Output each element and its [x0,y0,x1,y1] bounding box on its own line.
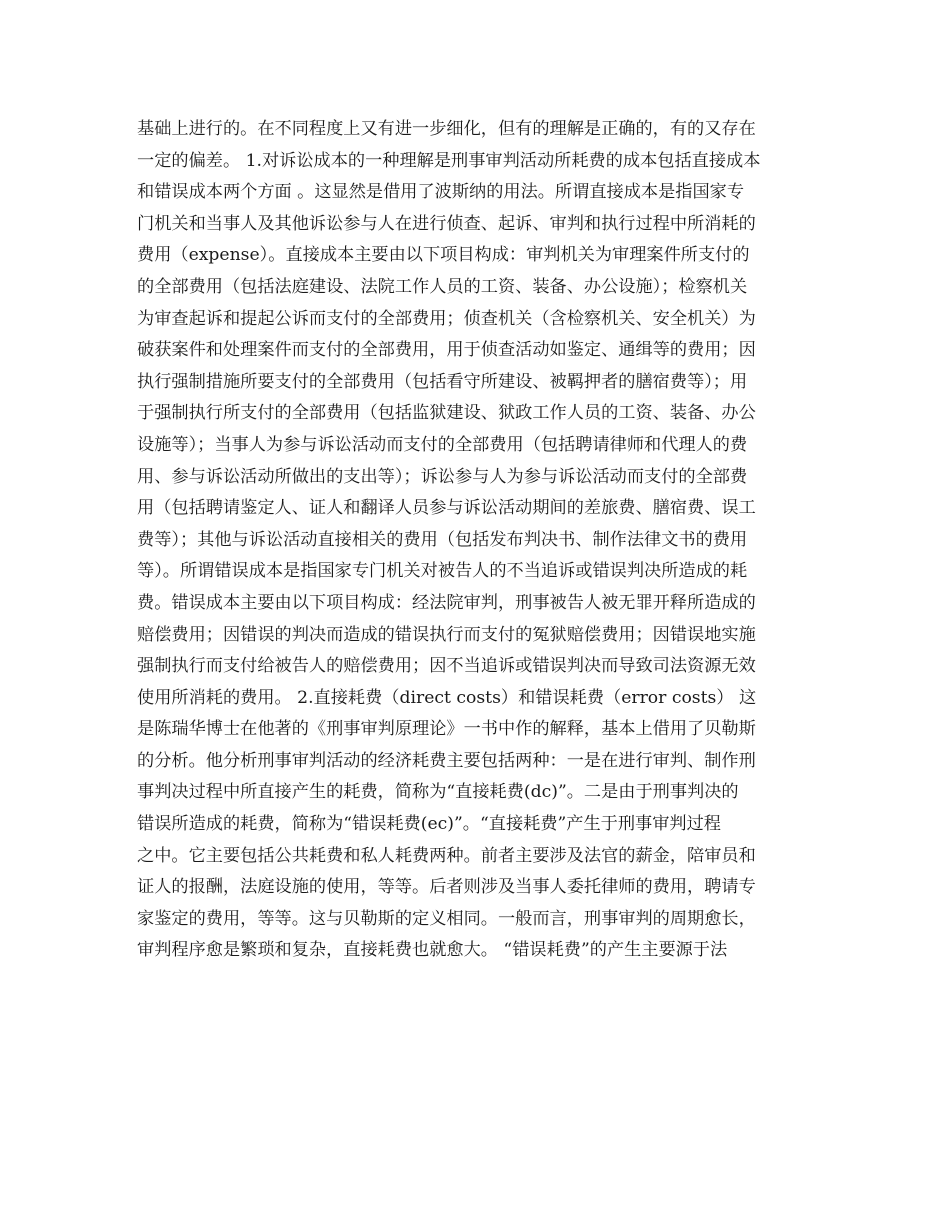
text-line: 门机关和当事人及其他诉讼参与人在进行侦查、起诉、审判和执行过程中所消耗的 [137,213,756,234]
text-line: 于强制执行所支付的全部费用（包括监狱建设、狱政工作人员的工资、装备、办公 [137,403,756,424]
text-line: 使用所消耗的费用。 2.直接耗费（direct costs）和错误耗费（error costs） 这 [137,687,757,708]
text-line: 基础上进行的。在不同程度上又有进一步细化，但有的理解是正确的，有的又存在 [137,119,756,139]
text-line: 用（包括聘请鉴定人、证人和翻译人员参与诉讼活动期间的差旅费、膳宿费、误工 [137,498,756,519]
text-line: 执行强制措施所要支付的全部费用（包括看守所建设、被羁押者的膳宿费等）；用 [137,371,748,392]
text-line: 是陈瑞华博士在他著的《刑事审判原理论》一书中作的解释，基本上借用了贝勒斯 [137,719,756,740]
text-line: 错误所造成的耗费，简称为“错误耗费(ec)”。“直接耗费”产生于刑事审判过程 [137,814,721,835]
text-line: 费。错误成本主要由以下项目构成：经法院审判，刑事被告人被无罪开释所造成的 [137,592,756,613]
text-line: 证人的报酬，法庭设施的使用，等等。后者则涉及当事人委托律师的费用，聘请专 [137,877,756,898]
text-line: 破获案件和处理案件而支付的全部费用，用于侦查活动如鉴定、通缉等的费用；因 [137,340,756,361]
text-line: 和错误成本两个方面 。这显然是借用了波斯纳的用法。所谓直接成本是指国家专 [137,182,745,203]
text-line: 家鉴定的费用，等等。这与贝勒斯的定义相同。一般而言，刑事审判的周期愈长， [137,908,756,929]
text-line: 审判程序愈是繁琐和复杂，直接耗费也就愈大。 “错误耗费”的产生主要源于法 [137,940,728,961]
text-line: 为审查起诉和提起公诉而支付的全部费用；侦查机关（含检察机关、安全机关）为 [137,308,756,329]
text-line: 强制执行而支付给被告人的赔偿费用；因不当追诉或错误判决而导致司法资源无效 [137,656,756,677]
text-line: 设施等）；当事人为参与诉讼活动而支付的全部费用（包括聘请律师和代理人的费 [137,434,748,455]
text-line: 的分析。他分析刑事审判活动的经济耗费主要包括两种：一是在进行审判、制作刑 [137,750,756,771]
body-text [137,114,813,967]
text-line: 事判决过程中所直接产生的耗费，简称为“直接耗费(dc)”。二是由于刑事判决的 [137,782,739,803]
text-line: 的全部费用（包括法庭建设、法院工作人员的工资、装备、办公设施）；检察机关 [137,276,748,297]
text-line: 用、参与诉讼活动所做出的支出等）；诉讼参与人为参与诉讼活动而支付的全部费 [137,466,748,487]
text-line: 之中。它主要包括公共耗费和私人耗费两种。前者主要涉及法官的薪金，陪审员和 [137,845,756,866]
text-line: 费用（expense）。直接成本主要由以下项目构成：审判机关为审理案件所支付的 [137,245,750,266]
text-line: 费等）；其他与诉讼活动直接相关的费用（包括发布判决书、制作法律文书的费用 [137,529,748,550]
text-line: 赔偿费用；因错误的判决而造成的错误执行而支付的冤狱赔偿费用；因错误地实施 [137,624,756,645]
text-line: 等）。所谓错误成本是指国家专门机关对被告人的不当追诉或错误判决所造成的耗 [137,561,748,582]
text-line: 一定的偏差。 1.对诉讼成本的一种理解是刑事审判活动所耗费的成本包括直接成本 [137,150,761,171]
